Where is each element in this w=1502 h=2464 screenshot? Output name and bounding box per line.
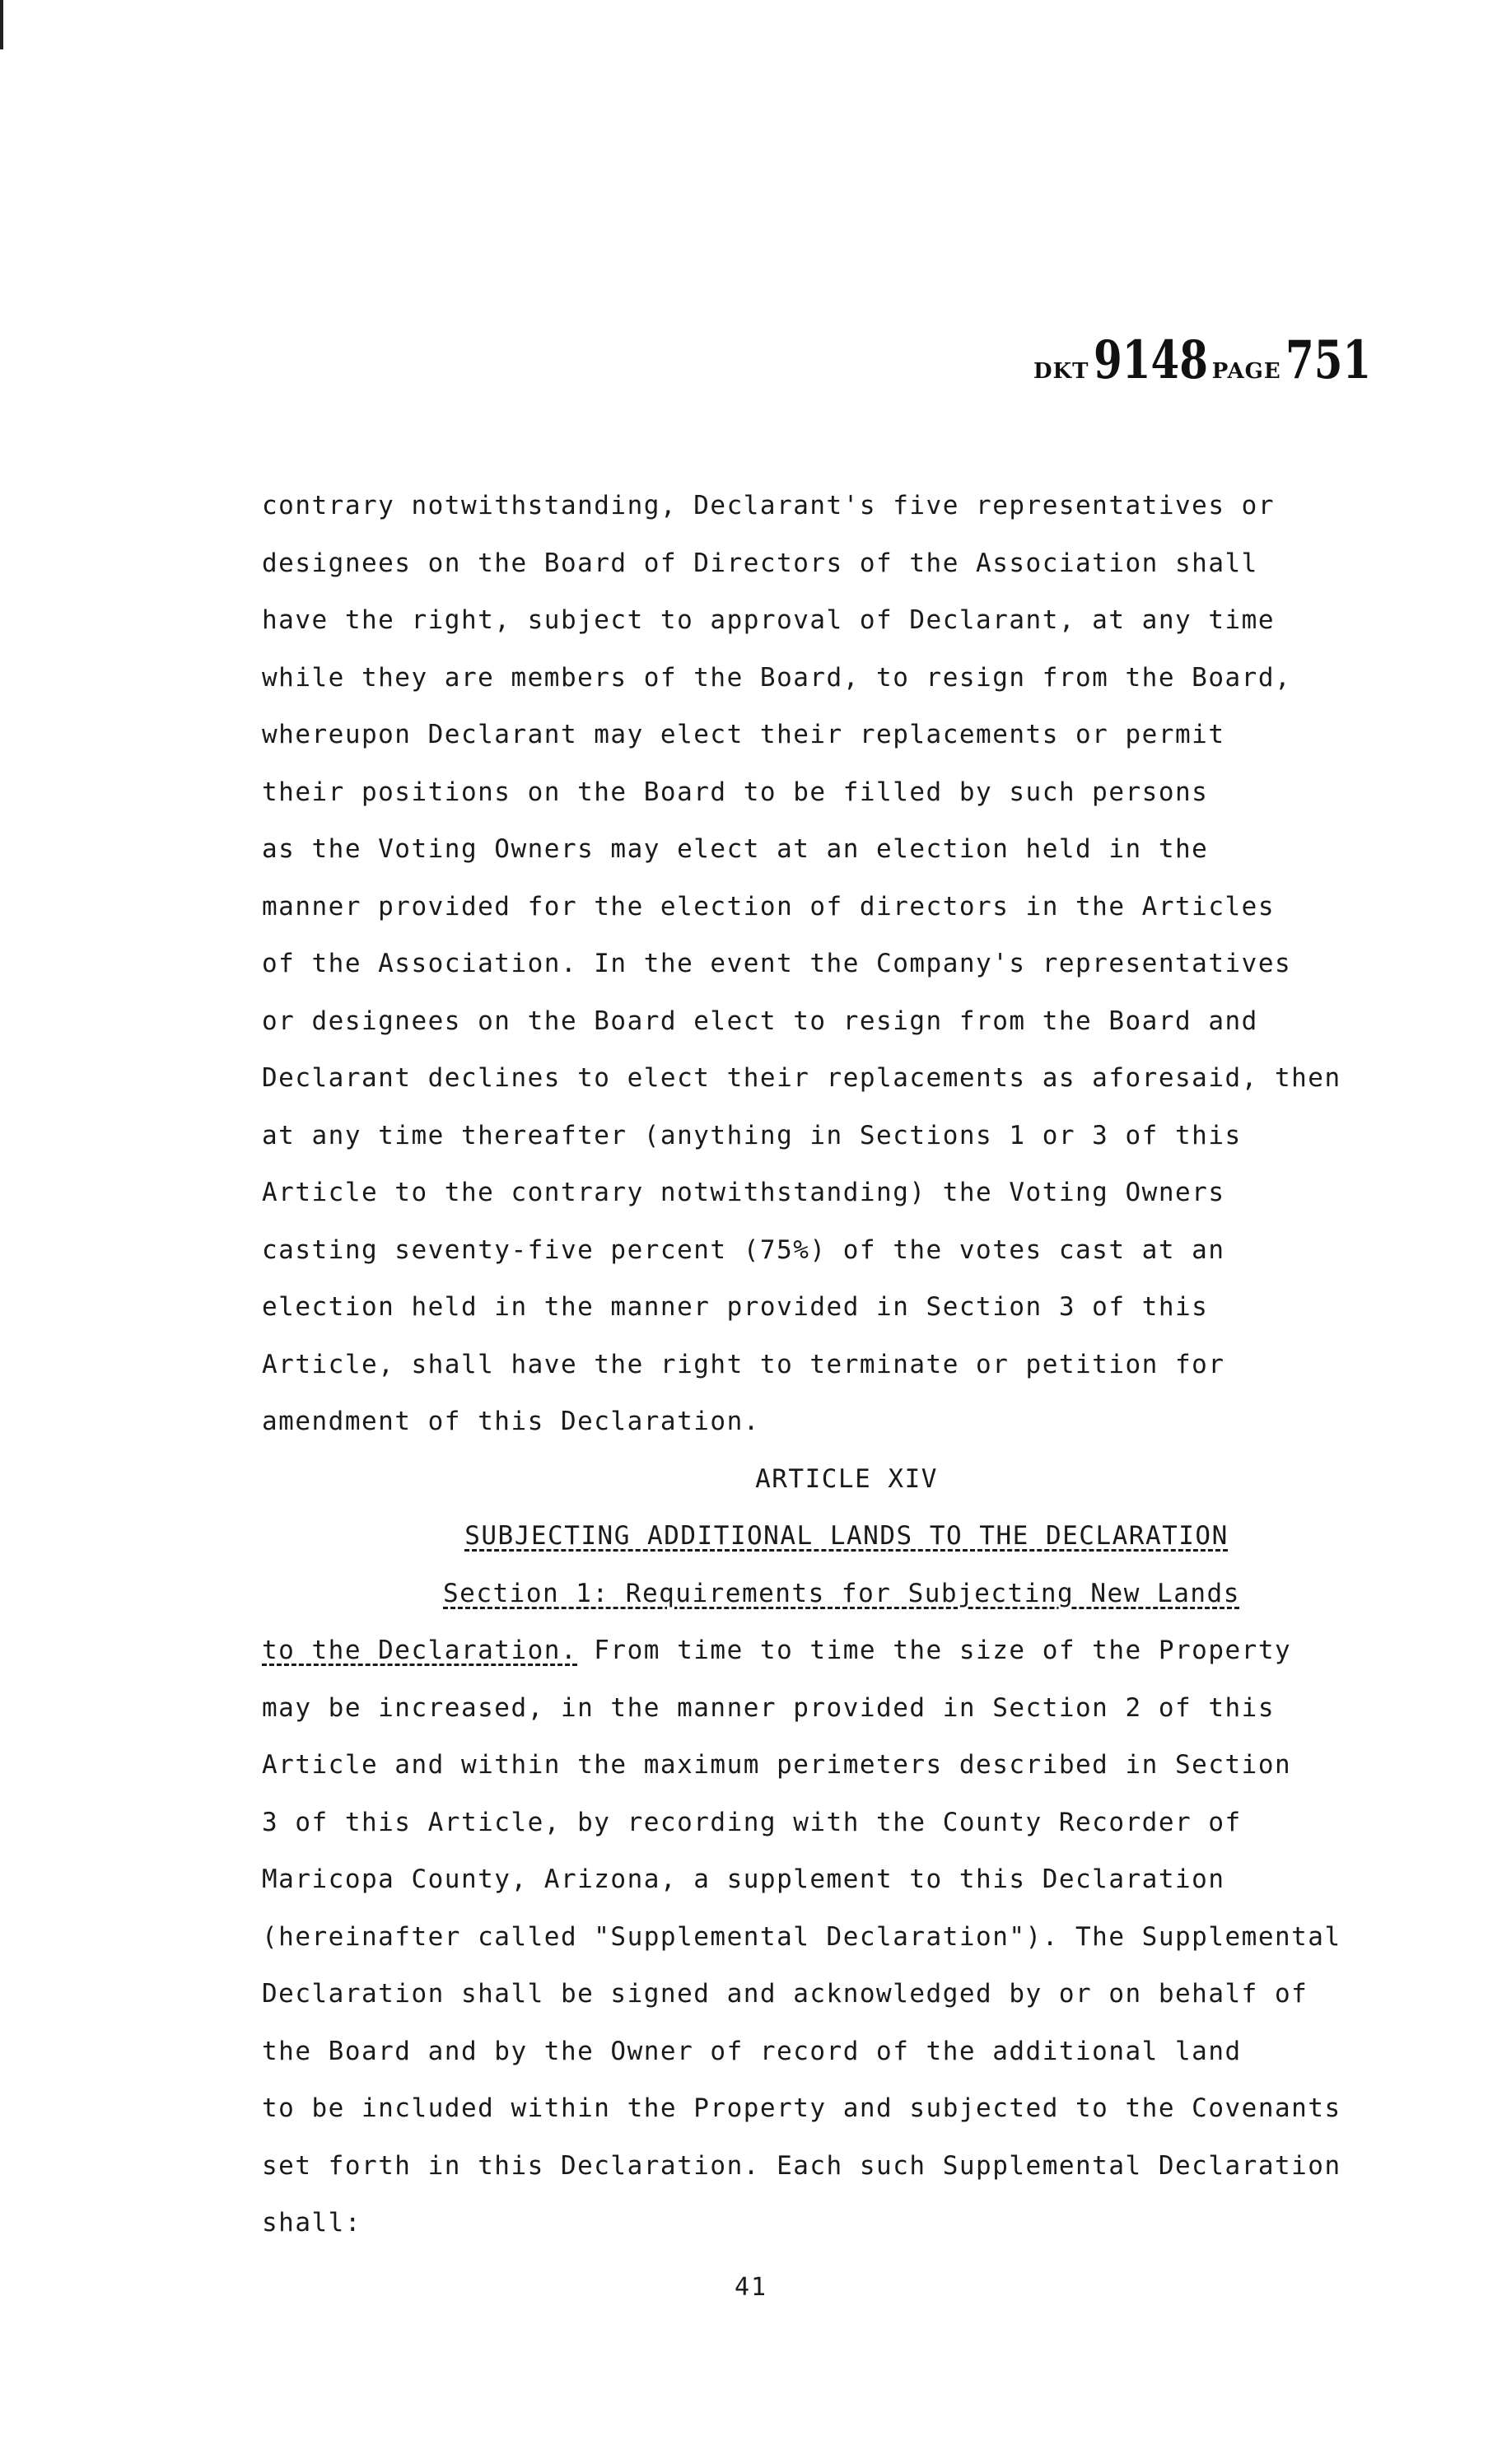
docket-number: 9148 <box>1094 329 1209 391</box>
text-line: Maricopa County, Arizona, a supplement to this Declaration <box>262 1864 1225 1894</box>
document-body <box>262 478 1431 2252</box>
text-line: contrary notwithstanding, Declarant's five representatives or <box>262 491 1275 520</box>
page-label: PAGE <box>1211 359 1281 384</box>
text-line: 3 of this Article, by recording with the County Recorder of <box>262 1807 1242 1837</box>
text-line: casting seventy-five percent (75%) of the votes cast at an <box>262 1234 1225 1265</box>
section-heading-continuation: to the Declaration. <box>262 1636 578 1665</box>
section-1 <box>262 1566 1431 2252</box>
footer-page-number: 41 <box>734 2273 768 2302</box>
text-line: as the Voting Owners may elect at an election held in the <box>262 834 1209 864</box>
text-line: designees on the Board of Directors of the Association shall <box>262 548 1258 578</box>
page-edge-mark <box>0 0 3 49</box>
text-line: at any time thereafter (anything in Sections 1 or 3 of this <box>262 1120 1242 1150</box>
text-line: Declaration shall be signed and acknowledged by or on behalf of <box>262 1979 1308 2009</box>
section-first-line-text: From time to time the size of the Property <box>577 1636 1292 1665</box>
text-line: whereupon Declarant may elect their replacements or permit <box>262 720 1225 749</box>
stamp-page-number: 751 <box>1285 329 1372 391</box>
paragraph-1 <box>262 478 1431 1451</box>
section-heading-line <box>262 1622 1431 1680</box>
text-line: to be included within the Property and subjected to the Covenants <box>262 2093 1341 2123</box>
text-line: (hereinafter called "Supplemental Declaration"). The Supplemental <box>262 1921 1341 1952</box>
text-line: Article, shall have the right to terminate or petition for <box>262 1349 1225 1379</box>
text-line: their positions on the Board to be filled by such persons <box>262 777 1209 807</box>
docket-label: DKT <box>1033 359 1089 384</box>
text-line: while they are members of the Board, to resign from the Board, <box>262 662 1292 693</box>
text-line: of the Association. In the event the Company's representatives <box>262 949 1292 978</box>
text-line: Article and within the maximum perimeters described in Section <box>262 1750 1292 1780</box>
text-line: have the right, subject to approval of Declarant, at any time <box>262 605 1275 635</box>
text-line: set forth in this Declaration. Each such Supplemental Declaration <box>262 2150 1341 2181</box>
recording-stamp <box>1033 329 1372 395</box>
article-title: SUBJECTING ADDITIONAL LANDS TO THE DECLARATION <box>464 1521 1229 1551</box>
text-line: or designees on the Board elect to resign from the Board and <box>262 1006 1258 1036</box>
text-line: manner provided for the election of directors in the Articles <box>262 891 1275 922</box>
text-line: may be increased, in the manner provided in Section 2 of this <box>262 1692 1275 1723</box>
text-line: amendment of this Declaration. <box>262 1407 760 1436</box>
text-line: Declarant declines to elect their replacements as aforesaid, then <box>262 1063 1341 1093</box>
text-line: shall: <box>262 2208 362 2238</box>
section-heading: Section 1: Requirements for Subjecting New Lands <box>443 1578 1240 1608</box>
text-line: Article to the contrary notwithstanding) the Voting Owners <box>262 1178 1225 1207</box>
text-line: election held in the manner provided in Section 3 of this <box>262 1292 1209 1322</box>
text-line: the Board and by the Owner of record of the additional land <box>262 2036 1242 2066</box>
article-number: ARTICLE XIV <box>755 1463 938 1494</box>
